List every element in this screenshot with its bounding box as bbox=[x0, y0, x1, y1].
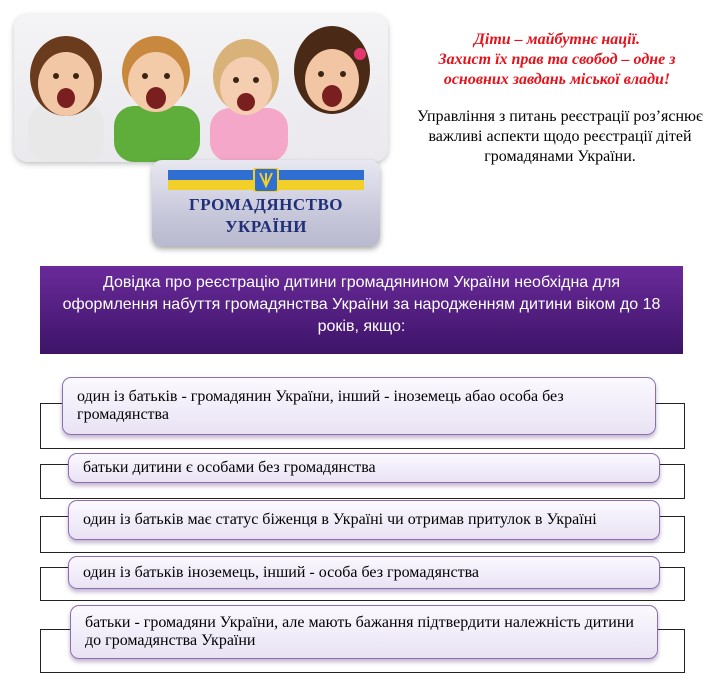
flag-ribbon-icon bbox=[168, 168, 364, 192]
condition-box: один із батьків має статус біженця в Україні чи отримав притулок в Україні bbox=[68, 500, 660, 540]
slogan-line3: основних завдань міської влади! bbox=[443, 71, 671, 88]
condition-box: один із батьків іноземець, інший - особа без громадянства bbox=[68, 556, 660, 589]
condition-box: батьки - громадяни України, але мають бажання підтвердити належність дитини до громадянства України bbox=[70, 605, 658, 659]
info-banner: Довідка про реєстрацію дитини громадянином України необхідна для оформлення набуття громадянства України за народженням дитини віком до 18 років, якщо: bbox=[40, 266, 683, 354]
children-photo bbox=[14, 14, 388, 162]
badge-title-line1: ГРОМАДЯНСТВО bbox=[188, 195, 344, 214]
badge-title-line2: УКРАЇНИ bbox=[225, 217, 307, 236]
slogan-line1: Діти – майбутнє нації. bbox=[473, 31, 641, 48]
slogan-line2: Захист їх прав та свобод – одне з bbox=[438, 51, 676, 68]
condition-box: один із батьків - громадянин України, інший - іноземець абао особа без громадянства bbox=[62, 377, 656, 435]
badge-title bbox=[152, 194, 380, 238]
slogan bbox=[402, 30, 712, 90]
intro-text: Управління з питань реєстрації роз’яснює важливі аспекти щодо реєстрації дітей громадянами України. bbox=[417, 108, 703, 165]
citizenship-badge bbox=[152, 160, 380, 246]
children-illustration bbox=[14, 14, 388, 162]
condition-box: батьки дитини є особами без громадянства bbox=[68, 453, 660, 483]
